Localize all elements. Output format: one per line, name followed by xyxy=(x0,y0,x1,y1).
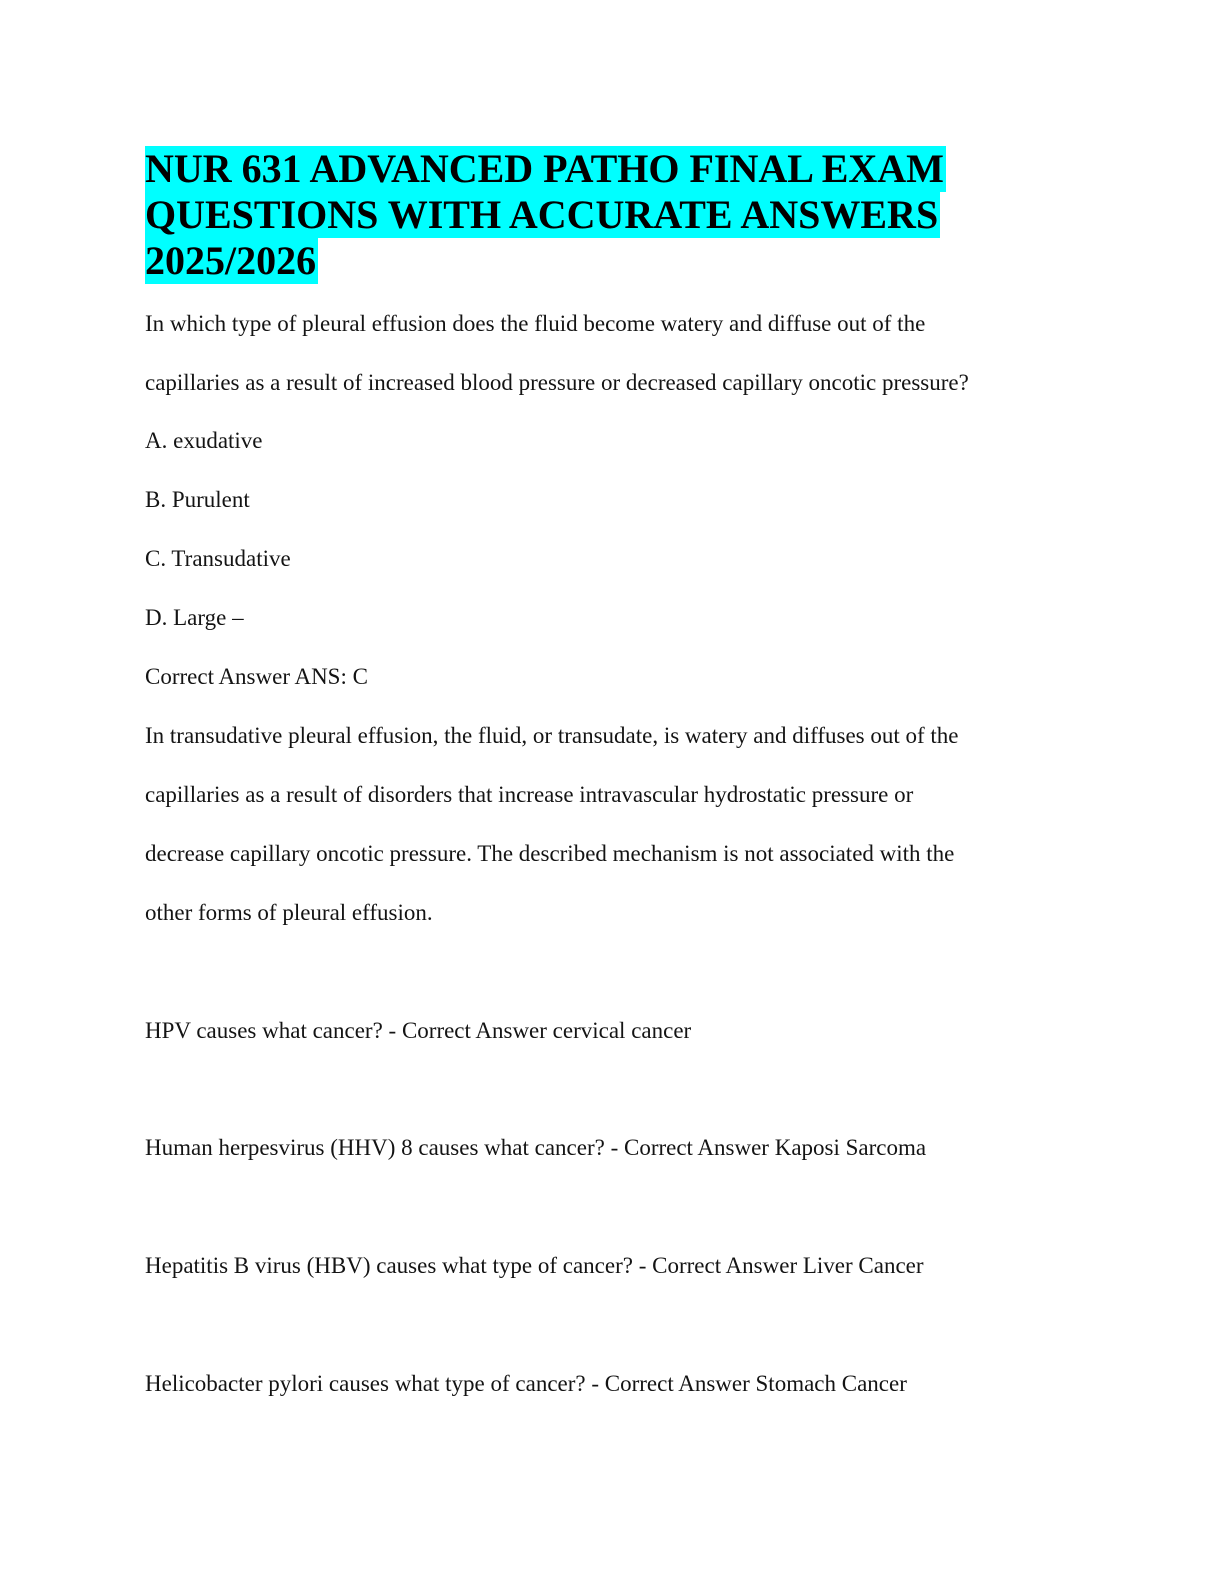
qa-pair-hbv: Hepatitis B virus (HBV) causes what type of cancer? - Correct Answer Liver Cancer xyxy=(145,1253,924,1278)
question-1-line-2: capillaries as a result of increased blood pressure or decreased capillary oncotic pressure? xyxy=(145,370,969,395)
correct-answer: Correct Answer ANS: C xyxy=(145,664,368,689)
rationale-line-4: other forms of pleural effusion. xyxy=(145,900,433,925)
rationale-line-2: capillaries as a result of disorders that increase intravascular hydrostatic pressure or xyxy=(145,782,914,807)
title-line-1: NUR 631 ADVANCED PATHO FINAL EXAM xyxy=(145,146,944,191)
title-line-2: QUESTIONS WITH ACCURATE ANSWERS xyxy=(145,192,939,237)
document-title xyxy=(145,146,1105,284)
option-d: D. Large – xyxy=(145,605,244,630)
title-line-3: 2025/2026 xyxy=(145,238,317,283)
qa-pair-h-pylori: Helicobacter pylori causes what type of cancer? - Correct Answer Stomach Cancer xyxy=(145,1371,907,1396)
question-1-line-1: In which type of pleural effusion does the fluid become watery and diffuse out of the xyxy=(145,311,926,336)
option-a: A. exudative xyxy=(145,428,263,453)
option-c: C. Transudative xyxy=(145,546,291,571)
rationale-line-3: decrease capillary oncotic pressure. The described mechanism is not associated with the xyxy=(145,841,955,866)
option-b: B. Purulent xyxy=(145,487,250,512)
qa-pair-hhv8: Human herpesvirus (HHV) 8 causes what cancer? - Correct Answer Kaposi Sarcoma xyxy=(145,1135,927,1160)
qa-pair-hpv: HPV causes what cancer? - Correct Answer cervical cancer xyxy=(145,1018,692,1043)
rationale-line-1: In transudative pleural effusion, the fluid, or transudate, is watery and diffuses out of the xyxy=(145,723,959,748)
